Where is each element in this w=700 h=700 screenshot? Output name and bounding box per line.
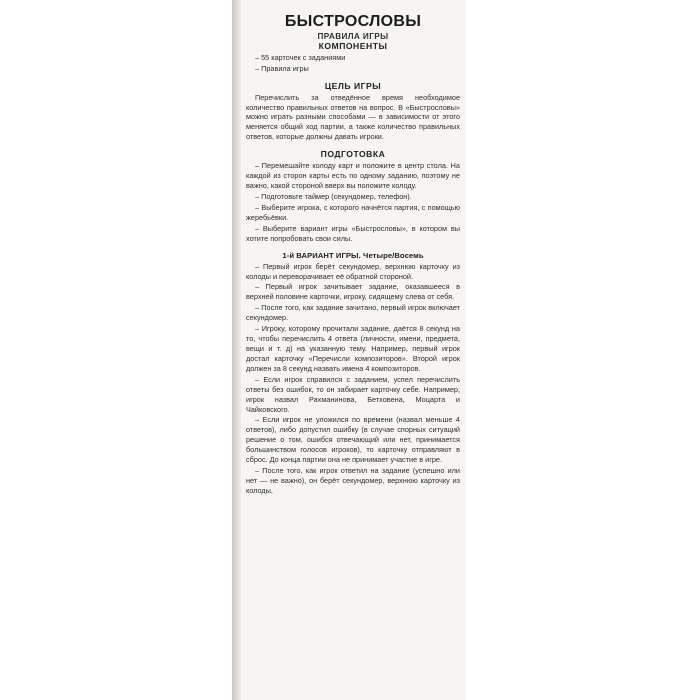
- page-background-right: [466, 0, 700, 700]
- list-item: – Игроку, которому прочитали задание, даётся 8 секунд на то, чтобы перечислить 4 ответа (личности, имени, предмета, вещи и т. д) на указанную тему. Например, первый игрок достал карточку «Перечисли композиторов». Второй игрок должен за 8 секунд назвать имена 4 композиторов.: [246, 324, 460, 373]
- list-item: – Выберите игрока, с которого начнётся партия, с помощью жеребьёвки.: [246, 202, 460, 222]
- list-item: – После того, как задание зачитано, первый игрок включает секундомер.: [246, 303, 460, 323]
- section-heading-setup: ПОДГОТОВКА: [320, 149, 386, 160]
- section-heading-variant-one: 1-й ВАРИАНТ ИГРЫ. Четыре/Восемь: [282, 250, 424, 260]
- list-item: – Первый игрок зачитывает задание, оказавшееся в верхней половине карточки, игроку, сидящему слева от себя.: [246, 282, 460, 302]
- section-heading-goal: ЦЕЛЬ ИГРЫ: [324, 80, 382, 91]
- list-item: – Правила игры: [255, 63, 309, 73]
- section-body-setup: [246, 161, 460, 243]
- list-item: – 55 карточек с заданиями: [255, 52, 346, 62]
- document-title: БЫСТРОСЛОВЫ: [284, 13, 422, 30]
- paragraph: Перечислить за отведённое время необходимое количество правильных ответов на вопрос. В «Быстрословы» можно играть разными способами — в зависимости от этого меняется общий ход партии, а также количество правильных ответов, которые должны давать игроки.: [246, 92, 460, 142]
- section-body-components: [246, 53, 460, 74]
- rules-content: [246, 14, 460, 497]
- page-background-left: [0, 0, 232, 700]
- section-body-variant-one: [246, 262, 460, 496]
- document-subtitle: ПРАВИЛА ИГРЫ: [317, 31, 389, 41]
- section-heading-components: КОМПОНЕНТЫ: [318, 40, 388, 51]
- list-item: – Если игрок не уложился по времени (назвал меньше 4 ответов), либо допустил ошибку (в случае спорных ситуаций решение о том, ошибся отвечающий или нет, принимается большинством голосов игроков), то карточку отправляют в сброс. До конца партии она не принимает участие в игре.: [246, 415, 460, 465]
- list-item: – После того, как игрок ответил на задание (успешно или нет — не важно), он берёт секундомер, верхнюю карточку из колоды,: [246, 466, 460, 495]
- list-item: – Если игрок справился с заданием, успел перечислить ответы без ошибок, то он забирает карточку себе. Например, игрок назвал Рахманинова, Бетховена, Моцарта и Чайковского.: [246, 374, 460, 414]
- list-item: – Перемешайте колоду карт и положите в центр стола. На каждой из сторон карты есть по одному заданию, поэтому не важно, какой стороной вверх вы положите колоду.: [246, 161, 460, 191]
- list-item: – Подготовьте таймер (секундомер, телефон).: [255, 192, 412, 202]
- page-shadow-left: [232, 0, 241, 700]
- list-item: – Выберите вариант игры «Быстрословы», в котором вы хотите попробовать свои силы.: [246, 223, 460, 243]
- section-body-goal: [246, 93, 460, 143]
- list-item: – Первый игрок берёт секундомер, верхнюю карточку из колоды и переворачивает её обратной стороной.: [246, 261, 460, 281]
